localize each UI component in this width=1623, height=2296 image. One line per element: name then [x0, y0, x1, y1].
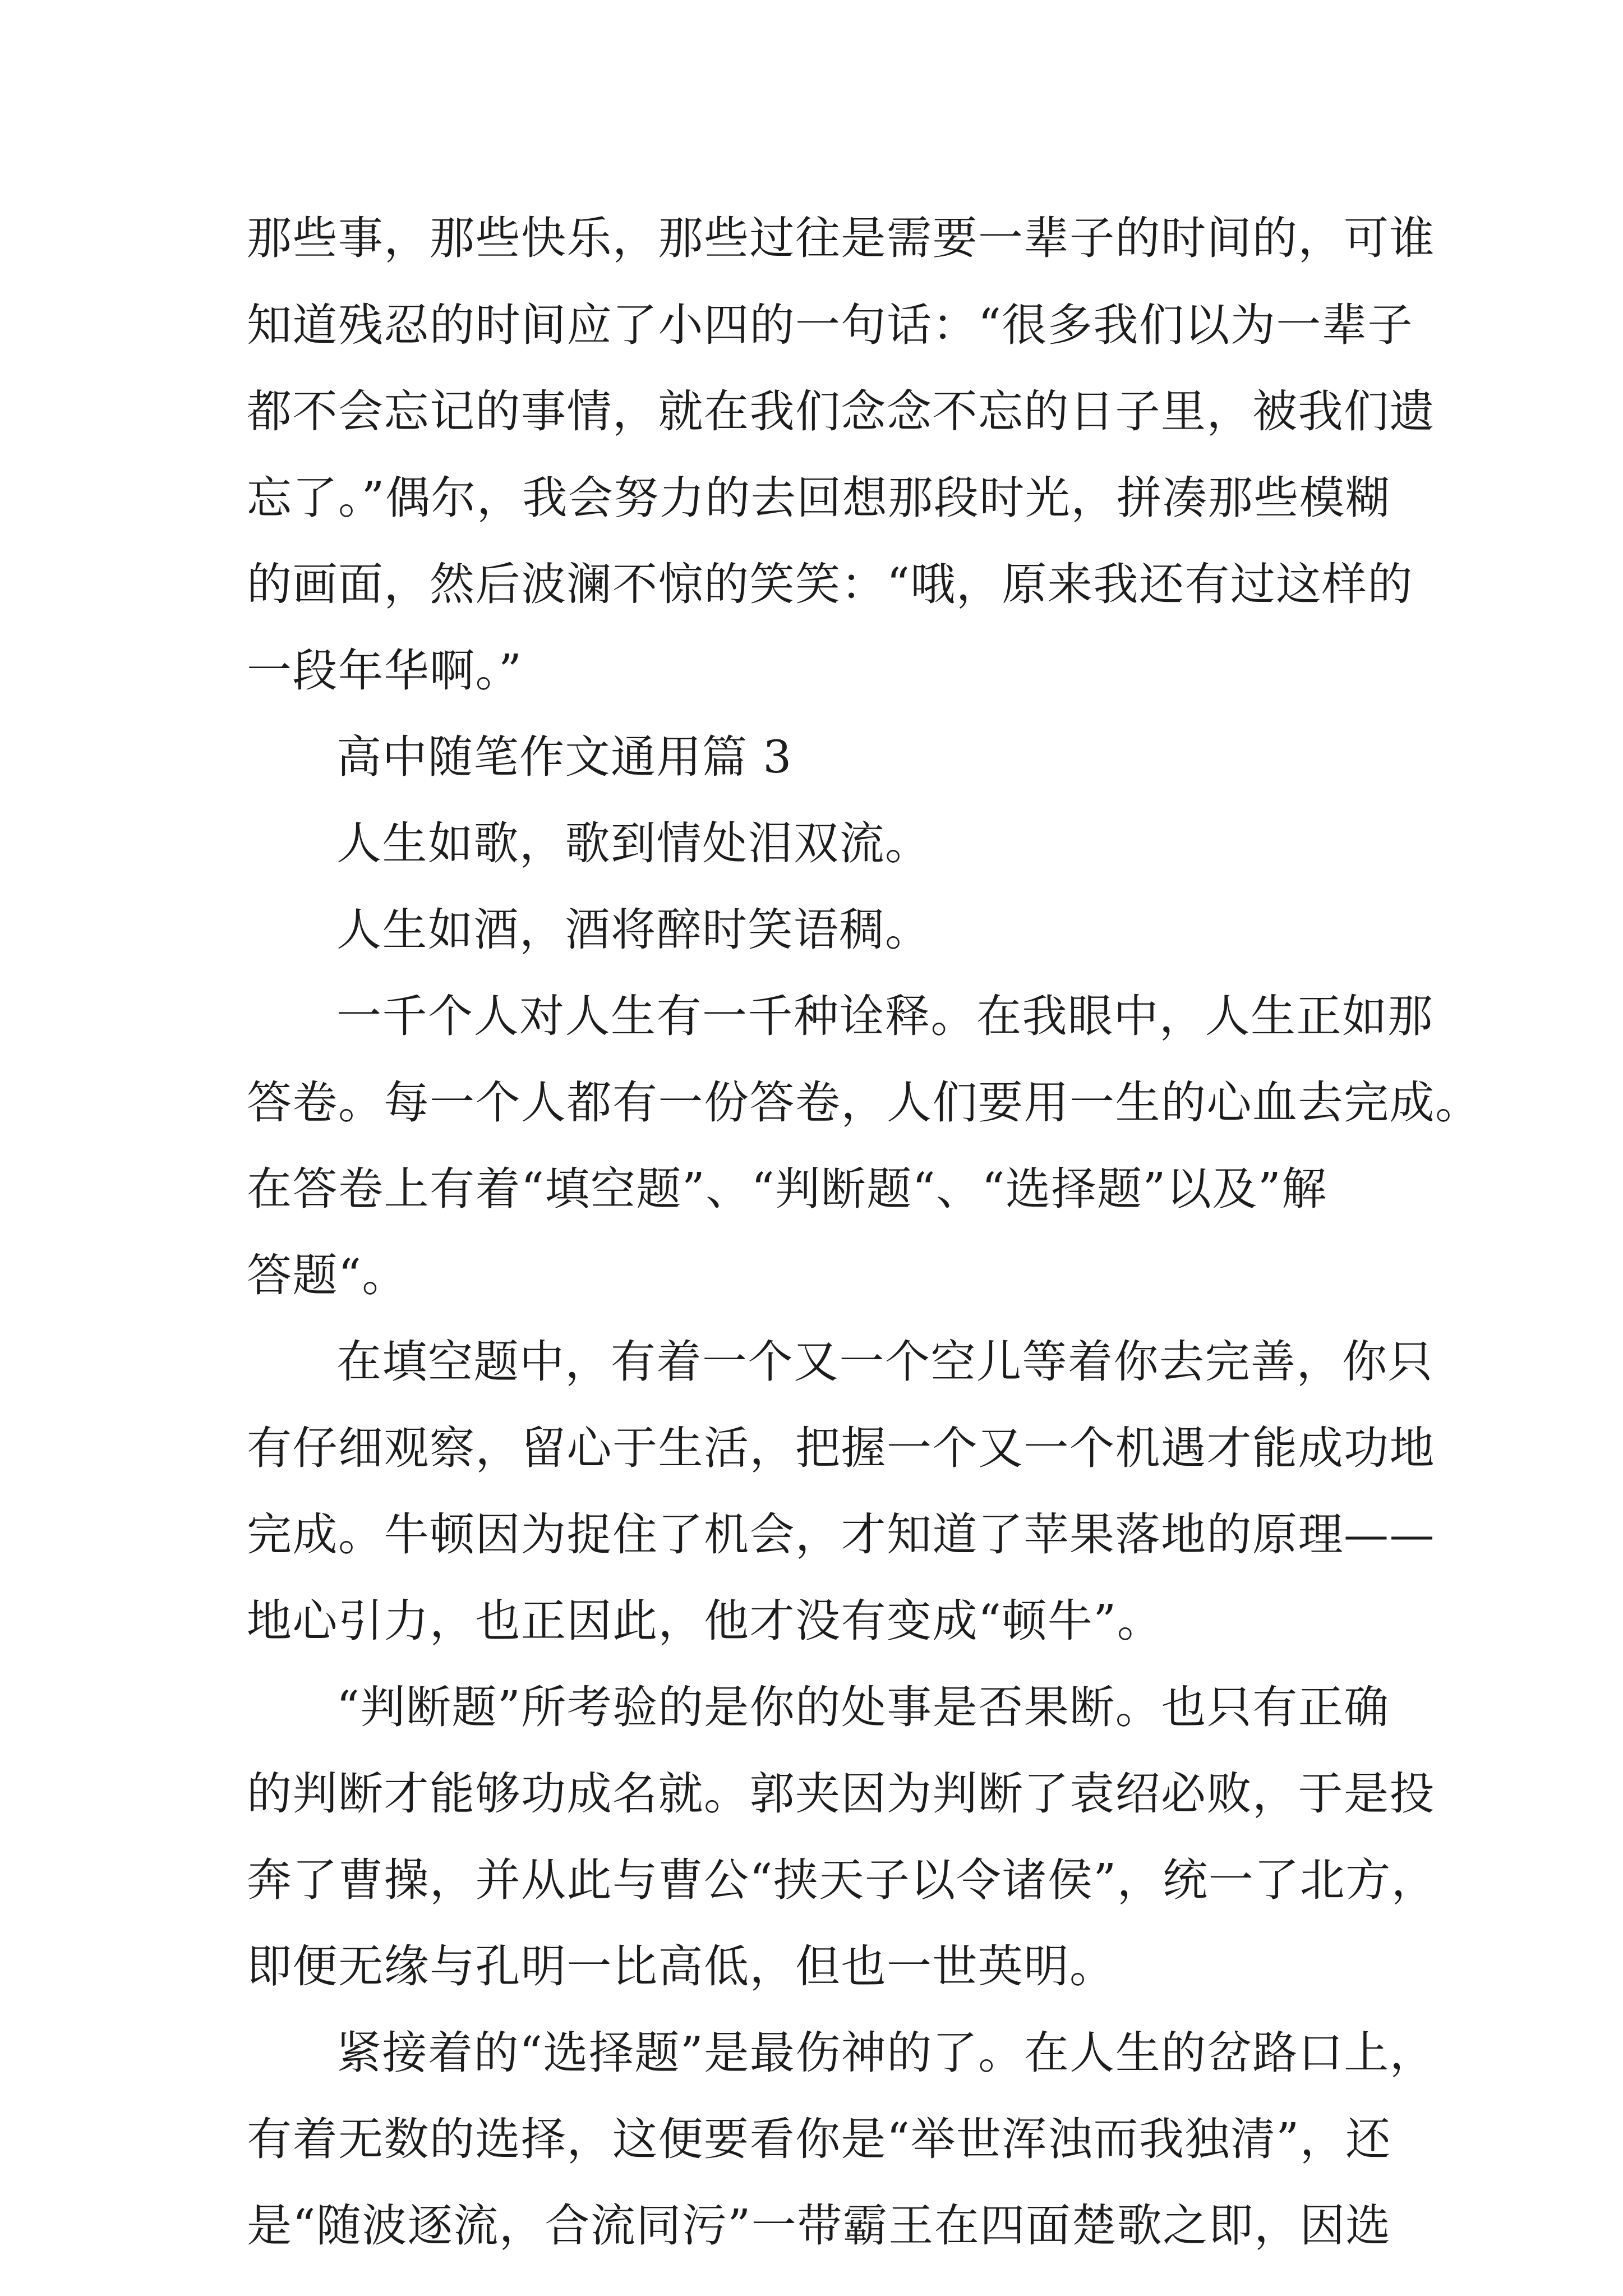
text-line-20: 奔了曹操，并从此与曹公“挟天子以令诸侯”，统一了北方， — [247, 1854, 1437, 1906]
text-line-16: 完成。牛顿因为捉住了机会，才知道了苹果落地的原理—— — [247, 1508, 1435, 1561]
text-line-18: “判断题”所考验的是你的处事是否果断。也只有正确 — [336, 1681, 1390, 1733]
text-line-9: 人生如酒，酒将醉时笑语稠。 — [336, 904, 931, 956]
text-line-15: 有仔细观察，留心于生活，把握一个又一个机遇才能成功地 — [247, 1422, 1435, 1474]
text-line-23: 有着无数的选择，这便要看你是“举世浑浊而我独清”，还 — [247, 2113, 1391, 2165]
text-line-13: 答题“。 — [247, 1249, 408, 1301]
text-line-10: 一千个人对人生有一千种诠释。在我眼中，人生正如那 — [336, 990, 1433, 1042]
text-line-22: 紧接着的“选择题”是最伤神的了。在人生的岔路口上， — [336, 2027, 1436, 2079]
text-line-1: 那些事，那些快乐，那些过往是需要一辈子的时间的，可谁 — [247, 212, 1435, 264]
text-line-4: 忘了。”偶尔，我会努力的去回想那段时光，拼凑那些模糊 — [247, 472, 1391, 524]
section-heading: 高中随笔作文通用篇 3 — [336, 731, 792, 783]
text-line-2: 知道残忍的时间应了小四的一句话：“很多我们以为一辈子 — [247, 299, 1413, 351]
text-line-6: 一段年华啊。” — [247, 645, 523, 697]
text-line-11: 答卷。每一个人都有一份答卷，人们要用一生的心血去完成。 — [247, 1076, 1481, 1129]
text-line-3: 都不会忘记的事情，就在我们念念不忘的日子里，被我们遗 — [247, 385, 1435, 438]
text-line-12: 在答卷上有着“填空题”、“判断题“、“选择题”以及”解 — [247, 1163, 1327, 1215]
text-line-21: 即便无缘与孔明一比高低，但也一世英明。 — [247, 1940, 1115, 1993]
text-line-14: 在填空题中，有着一个又一个空儿等着你去完善，你只 — [336, 1336, 1433, 1388]
text-line-8: 人生如歌，歌到情处泪双流。 — [336, 817, 931, 869]
text-line-5: 的画面，然后波澜不惊的笑笑：“哦，原来我还有过这样的 — [247, 558, 1413, 610]
text-line-19: 的判断才能够功成名就。郭夹因为判断了袁绍必败，于是投 — [247, 1768, 1435, 1820]
text-line-24: 是“随波逐流，合流同污”一带霸王在四面楚歌之即，因选 — [247, 2200, 1391, 2252]
text-line-17: 地心引力，也正因此，他才没有变成“顿牛”。 — [247, 1595, 1163, 1647]
